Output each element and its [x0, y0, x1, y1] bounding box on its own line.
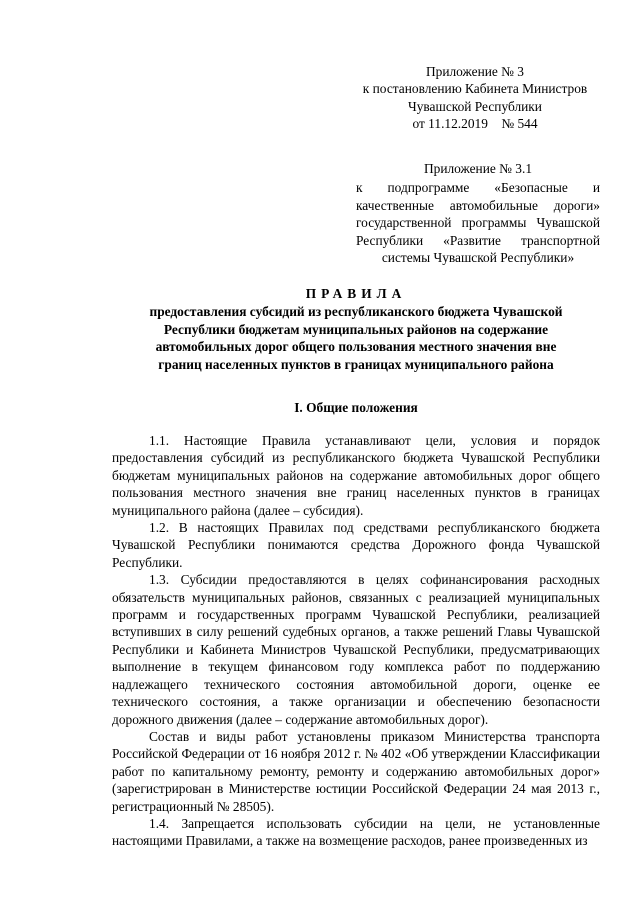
paragraph: 1.3. Субсидии предоставляются в целях софинансирования расходных обязательств муниципальных районов, связанных с реализацией муниципальных программ и государственных программ Чувашской Республики, реализацией вступивших в силу решений судебных органов, а также решений Главы Чувашской Республики и Кабинета Министров Чувашской Республики, предусматривающих выполнение в текущем финансовом году комплекса работ по поддержанию надлежащего технического состояния автомобильной дороги, оценке ее технического состояния, а также организации и обеспечению безопасности дорожного движения (далее – содержание автомобильных дорог). — [112, 572, 600, 727]
paragraph: 1.1. Настоящие Правила устанавливают цели, условия и порядок предоставления субсидий из республиканского бюджета Чувашской Республики бюджетам муниципальных районов на содержание автомобильных дорог общего пользования местного значения вне границ населенных пунктов в границах муниципального района (далее – субсидия). — [112, 433, 600, 518]
document-body — [112, 432, 600, 850]
title-line: предоставления субсидий из республиканского бюджета Чувашской — [149, 304, 563, 320]
annex-line: Приложение № 3 — [425, 64, 525, 79]
section-heading: I. Общие положения — [294, 400, 418, 415]
paragraph: 1.4. Запрещается использовать субсидии на цели, не установленные настоящими Правилами, а также на возмещение расходов, ранее произведенных из — [112, 815, 600, 849]
annex-line: к постановлению Кабинета Министров — [362, 81, 588, 97]
annex-subheader — [356, 160, 600, 266]
annex-line: Чувашской Республики — [408, 98, 542, 114]
paragraph: 1.2. В настоящих Правилах под средствами республиканского бюджета Чувашской Республики понимаются средства Дорожного фонда Чувашской Республики. — [112, 520, 600, 570]
paragraph: Состав и виды работ установлены приказом Министерства транспорта Российской Федерации от 16 ноября 2012 г. № 402 «Об утверждении Классификации работ по капитальному ремонту, ремонту и содержанию автомобильных дорог» (зарегистрирован в Министерстве юстиции Российской Федерации 24 мая 2013 г., регистрационный № 28505). — [112, 728, 600, 814]
document-title — [112, 285, 600, 373]
title-main: ПРАВИЛА — [305, 286, 407, 301]
annex-sub-title: Приложение № 3.1 — [423, 161, 533, 176]
annex-header — [350, 63, 600, 133]
title-line: Республики бюджетам муниципальных районов на содержание — [163, 321, 549, 337]
title-line: границ населенных пунктов в границах муниципального района — [158, 356, 554, 372]
annex-line: от 11.12.2019 № 544 — [412, 116, 538, 132]
title-line: автомобильных дорог общего пользования местного значения вне — [155, 339, 557, 355]
annex-sub-body: к подпрограмме «Безопасные и качественные автомобильные дороги» государственной программы Чувашской Республики «Развитие транспортной системы Чувашской Республики» — [356, 180, 600, 266]
